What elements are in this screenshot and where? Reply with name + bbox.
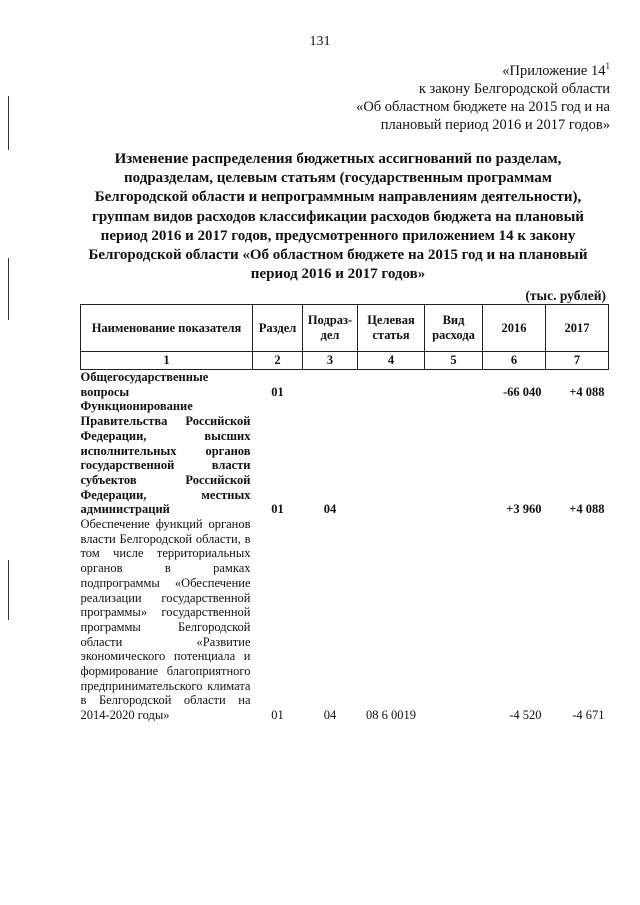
header-year-2016: 2016 bbox=[483, 305, 546, 352]
row-amount-2017: -4 671 bbox=[572, 708, 605, 723]
table-row bbox=[81, 517, 609, 723]
row-amount-2016: -4 520 bbox=[509, 708, 542, 723]
row-subsection bbox=[303, 370, 358, 400]
row-subsection: 04 bbox=[323, 708, 337, 723]
header-indicator-name: Наименование показателя bbox=[81, 305, 253, 352]
document-title: Изменение распределения бюджетных ассигнований по разделам, подразделам, целевым статьям (государственным программам Белгородской области и непрограммным направлениям деятельности), группам видов расходов классификации расходов бюджета на плановый период 2016 и 2017 годов, предусмотренного приложением 14 к закону Белгородской области «Об областном бюджете на 2015 год и на плановый период 2016 и 2017 годов» bbox=[88, 151, 588, 283]
row-name: Функционирование Правительства Российской Федерации, высших исполнительных органов государственной власти субъектов Российской Федерации, местных администраций bbox=[80, 399, 251, 517]
margin-line bbox=[8, 96, 9, 150]
column-number: 3 bbox=[303, 352, 358, 370]
margin-line bbox=[8, 258, 9, 320]
row-section: 01 bbox=[271, 502, 284, 517]
row-name: Общегосударственные вопросы bbox=[80, 370, 209, 399]
column-number-row bbox=[81, 352, 609, 370]
table-row bbox=[81, 370, 609, 400]
row-expense-type bbox=[425, 517, 483, 723]
header-section: Раздел bbox=[253, 305, 303, 352]
column-number: 2 bbox=[253, 352, 303, 370]
table-header-row bbox=[81, 305, 609, 352]
row-expense-type bbox=[425, 399, 483, 517]
row-amount-2016: +3 960 bbox=[506, 502, 542, 517]
row-subsection: 04 bbox=[323, 502, 337, 517]
appendix-line-3: «Об областном бюджете на 2015 год и на bbox=[356, 99, 610, 115]
row-amount-2016: -66 040 bbox=[502, 384, 542, 399]
appendix-line-4: плановый период 2016 и 2017 годов» bbox=[380, 117, 610, 133]
header-target-article: Целевая статья bbox=[358, 305, 425, 352]
row-amount-2017: +4 088 bbox=[569, 502, 605, 517]
column-number: 4 bbox=[358, 352, 425, 370]
appendix-title: «Приложение 14 bbox=[502, 63, 606, 79]
appendix-reference bbox=[280, 62, 610, 134]
header-subsection: Подраз-дел bbox=[303, 305, 358, 352]
page-number: 131 bbox=[309, 34, 331, 49]
column-number: 5 bbox=[425, 352, 483, 370]
appendix-superscript: 1 bbox=[605, 61, 610, 72]
row-expense-type bbox=[425, 370, 483, 400]
appendix-line-2: к закону Белгородской области bbox=[418, 81, 610, 97]
row-amount-2017: +4 088 bbox=[569, 384, 605, 399]
budget-table bbox=[80, 304, 609, 723]
row-target-article: 08 6 0019 bbox=[366, 708, 416, 723]
column-number: 1 bbox=[81, 352, 253, 370]
column-number: 7 bbox=[546, 352, 609, 370]
column-number: 6 bbox=[483, 352, 546, 370]
table-row bbox=[81, 399, 609, 517]
row-target-article bbox=[358, 370, 425, 400]
margin-line bbox=[8, 560, 9, 620]
header-year-2017: 2017 bbox=[546, 305, 609, 352]
row-section: 01 bbox=[271, 708, 284, 723]
row-name: Обеспечение функций органов власти Белгородской области, в том числе территориальных органов в рамках подпрограммы «Обеспечение реализации государственной программы» государственной программы Белгородской области «Развитие экономического потенциала и формирование благоприятного предпринимательского климата в Белгородской области на 2014-2020 годы» bbox=[80, 517, 251, 723]
header-expense-type: Вид расхода bbox=[425, 305, 483, 352]
units-label: (тыс. рублей) bbox=[525, 288, 606, 303]
appendix-line-1 bbox=[280, 62, 610, 80]
row-target-article bbox=[358, 399, 425, 517]
row-section: 01 bbox=[271, 384, 284, 399]
